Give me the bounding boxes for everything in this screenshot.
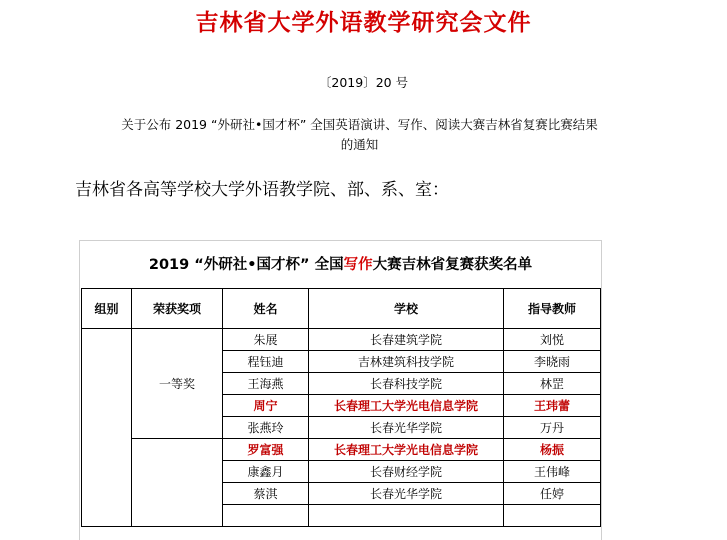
- teacher-cell: 万丹: [504, 417, 601, 439]
- school-cell: 长春财经学院: [309, 461, 504, 483]
- name-cell: 王海燕: [223, 373, 309, 395]
- teacher-cell: 刘悦: [504, 329, 601, 351]
- teacher-cell: 杨振: [504, 439, 601, 461]
- school-cell: 长春理工大学光电信息学院: [309, 439, 504, 461]
- award-list-panel: [79, 240, 602, 540]
- name-cell: 罗富强: [223, 439, 309, 461]
- award-table: [81, 288, 601, 527]
- teacher-cell: 林罡: [504, 373, 601, 395]
- school-cell: [309, 505, 504, 527]
- header-group: 组别: [82, 289, 132, 329]
- name-cell: 朱展: [223, 329, 309, 351]
- document-number: 〔2019〕20 号: [318, 75, 409, 90]
- name-cell: 康鑫月: [223, 461, 309, 483]
- header-award: 荣获奖项: [132, 289, 223, 329]
- name-cell: 张燕玲: [223, 417, 309, 439]
- table-title: [80, 253, 601, 274]
- teacher-cell: 王玮蕾: [504, 395, 601, 417]
- table-title-prefix: 2019 “外研社•国才杯” 全国: [148, 257, 344, 273]
- school-cell: 长春光华学院: [309, 417, 504, 439]
- school-cell: 长春理工大学光电信息学院: [309, 395, 504, 417]
- document-title: 吉林省大学外语教学研究会文件: [195, 9, 532, 36]
- table-title-suffix: 大赛吉林省复赛获奖名单: [372, 257, 533, 273]
- school-cell: 吉林建筑科技学院: [309, 351, 504, 373]
- teacher-cell: 王伟峰: [504, 461, 601, 483]
- notice-heading: [72, 115, 647, 155]
- award-cell: 一等奖: [132, 329, 223, 439]
- notice-line-2: 的通知: [340, 137, 379, 152]
- name-cell: 程钰迪: [223, 351, 309, 373]
- header-teacher: 指导教师: [504, 289, 601, 329]
- name-cell: 蔡淇: [223, 483, 309, 505]
- name-cell: [223, 505, 309, 527]
- school-cell: 长春光华学院: [309, 483, 504, 505]
- teacher-cell: [504, 505, 601, 527]
- table-title-highlight: 写作: [343, 257, 373, 273]
- school-cell: 长春科技学院: [309, 373, 504, 395]
- table-row: [82, 439, 601, 461]
- table-header-row: [82, 289, 601, 329]
- name-cell: 周宁: [223, 395, 309, 417]
- group-cell: [82, 329, 132, 527]
- notice-line-1: 关于公布 2019 “外研社•国才杯” 全国英语演讲、写作、阅读大赛吉林省复赛比赛结果: [121, 117, 598, 132]
- school-cell: 长春建筑学院: [309, 329, 504, 351]
- teacher-cell: 任婷: [504, 483, 601, 505]
- header-name: 姓名: [223, 289, 309, 329]
- salutation: 吉林省各高等学校大学外语教学院、部、系、室：: [75, 180, 449, 200]
- award-cell: [132, 439, 223, 527]
- teacher-cell: 李晓雨: [504, 351, 601, 373]
- header-school: 学校: [309, 289, 504, 329]
- table-row: [82, 329, 601, 351]
